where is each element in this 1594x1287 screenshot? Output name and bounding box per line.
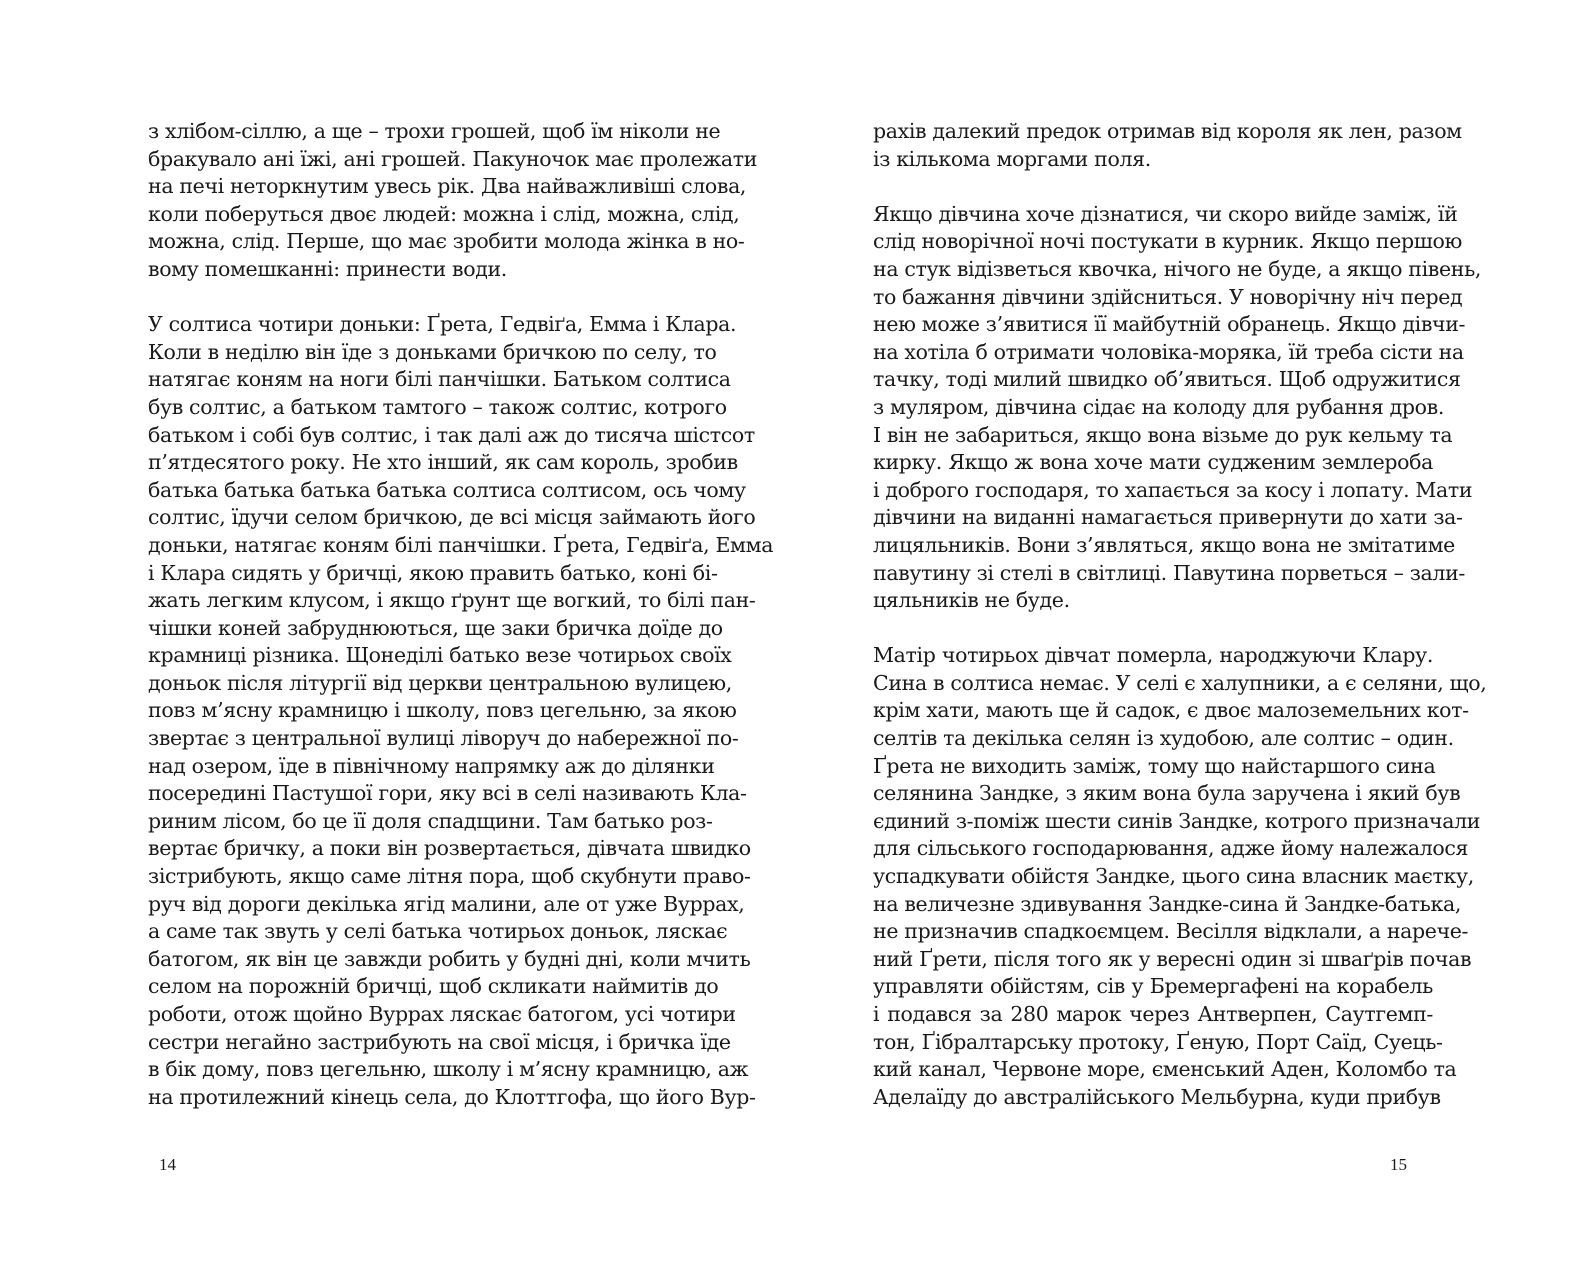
text-line: батька батька батька батька солтиса солтисом, ось чому bbox=[148, 477, 746, 502]
text-line: єдиний з-поміж шести синів Зандке, котрого призначали bbox=[873, 808, 1481, 833]
text-line: Якщо дівчина хоче дізнатися, чи скоро вийде заміж, їй bbox=[873, 201, 1458, 226]
text-line: і доброго господаря, то хапається за косу і лопату. Мати bbox=[873, 477, 1473, 502]
text-line: руч від дороги декілька ягід малини, але от уже Вуррах, bbox=[148, 891, 745, 916]
text-line: і подався за 280 марок через Антверпен, Саутгемп- bbox=[873, 1002, 1433, 1026]
text-line: із кількома моргами поля. bbox=[873, 146, 1151, 171]
text-line: з хлібом-сіллю, а ще – трохи грошей, щоб їм ніколи не bbox=[148, 119, 721, 143]
text-line: сестри негайно застрибують на свої місця, і бричка їде bbox=[148, 1029, 731, 1054]
text-line: а саме так звуть у селі батька чотирьох доньок, ляскає bbox=[148, 919, 728, 944]
text-line: роботи, отож щойно Вуррах ляскає батогом, усі чотири bbox=[148, 1002, 736, 1026]
text-line: кий канал, Червоне море, єменський Аден, Коломбо та bbox=[873, 1057, 1457, 1082]
text-line: зістрибують, якщо саме літня пора, щоб скубнути право- bbox=[148, 864, 751, 889]
text-line: тон, Ґібралтарську протоку, Ґеную, Порт Саїд, Суець- bbox=[873, 1029, 1443, 1054]
text-line: то бажання дівчини здійсниться. У новорічну ніч перед bbox=[873, 284, 1463, 309]
text-line: з муляром, дівчина сідає на колоду для рубання дров. bbox=[873, 394, 1445, 419]
text-line: тачку, тоді милий швидко об’явиться. Щоб одружитися bbox=[873, 367, 1461, 392]
text-line: павутину зі стелі в світлиці. Павутина порветься – зали- bbox=[873, 560, 1465, 585]
text-line: п’ятдесятого року. Не хто інший, як сам король, зробив bbox=[148, 450, 738, 475]
text-line: дівчини на виданні намагається привернути до хати за- bbox=[873, 505, 1463, 530]
text-line: кирку. Якщо ж вона хоче мати судженим землероба bbox=[873, 450, 1433, 475]
text-line: І він не забариться, якщо вона візьме до рук кельму та bbox=[873, 422, 1453, 447]
text-line: доньок після літургії від церкви центральною вулицею, bbox=[148, 670, 732, 695]
text-line: Матір чотирьох дівчат померла, народжуючи Клару. bbox=[873, 643, 1433, 668]
paragraph-gap bbox=[873, 173, 1433, 201]
text-line: на величезне здивування Зандке-сина й Зандке-батька, bbox=[873, 891, 1461, 916]
text-line: для сільського господарювання, адже йому належалося bbox=[873, 836, 1469, 861]
text-line: коли поберуться двоє людей: можна і слід, можна, слід, bbox=[148, 201, 740, 226]
text-line: на стук відізветься квочка, нічого не буде, а якщо півень, bbox=[873, 256, 1482, 281]
text-line: селянина Зандке, з яким вона була заручена і який був bbox=[873, 781, 1461, 806]
text-line: батогом, як він це завжди робить у будні дні, коли мчить bbox=[148, 946, 751, 971]
text-line: чішки коней забруднюються, ще заки бричка доїде до bbox=[148, 615, 723, 640]
text-line: управляти обійстям, сів у Бремергафені на корабель bbox=[873, 974, 1433, 999]
paragraph-gap bbox=[148, 284, 708, 312]
text-line: У солтиса чотири доньки: Ґрета, Гедвіґа, Емма і Клара. bbox=[148, 312, 737, 337]
text-line: ний Ґрети, після того як у вересні один зі шваґрів почав bbox=[873, 946, 1472, 971]
text-line: був солтис, а батьком тамтого – також солтис, котрого bbox=[148, 394, 727, 419]
text-line: крім хати, мають ще й садок, є двоє малоземельних кот- bbox=[873, 698, 1469, 723]
text-line: жать легким клусом, і якщо ґрунт ще вогкий, то білі пан- bbox=[148, 588, 756, 613]
text-line: можна, слід. Перше, що має зробити молода жінка в но- bbox=[148, 229, 745, 254]
text-line: посередині Пастушої гори, яку всі в селі називають Кла- bbox=[148, 781, 747, 806]
text-line: селом на порожній бричці, щоб скликати наймитів до bbox=[148, 974, 719, 999]
text-line: лицяльників. Вони з’являться, якщо вона не змітатиме bbox=[873, 532, 1455, 557]
text-line: Коли в неділю він їде з доньками бричкою по селу, то bbox=[148, 339, 717, 364]
text-line: повз м’ясну крамницю і школу, повз цегельню, за якою bbox=[148, 698, 737, 723]
page-number-right: 15 bbox=[1390, 1155, 1407, 1174]
text-line: успадкувати обійстя Зандке, цього сина власник маєтку, bbox=[873, 864, 1474, 889]
text-line: Сина в солтиса немає. У селі є халупники, а є селяни, що, bbox=[873, 670, 1487, 695]
text-line: на печі неторкнутим увесь рік. Два найважливіші слова, bbox=[148, 174, 747, 199]
text-line: не призначив спадкоємцем. Весілля відклали, а нарече- bbox=[873, 919, 1469, 944]
text-line: вому помешканні: принести води. bbox=[148, 256, 507, 281]
text-line: цяльників не буде. bbox=[873, 588, 1070, 613]
text-line: рахів далекий предок отримав від короля як лен, разом bbox=[873, 119, 1462, 143]
text-line: Аделаїду до австралійського Мельбурна, куди прибув bbox=[873, 1084, 1441, 1109]
text-line: нею може з’явитися її майбутній обранець. Якщо дівчи- bbox=[873, 312, 1466, 337]
text-line: солтис, їдучи селом бричкою, де всі місця займають його bbox=[148, 505, 756, 530]
text-line: над озером, їде в північному напрямку аж до ділянки bbox=[148, 753, 715, 778]
text-line: звертає з центральної вулиці ліворуч до набережної по- bbox=[148, 726, 739, 751]
text-line: на хотіла б отримати чоловіка-моряка, їй треба сісти на bbox=[873, 339, 1464, 364]
text-line: доньки, натягає коням білі панчішки. Ґрета, Гедвіґа, Емма bbox=[148, 532, 774, 557]
text-line: на протилежний кінець села, до Клоттгофа, що його Вур- bbox=[148, 1084, 756, 1109]
text-line: слід новорічної ночі постукати в курник. Якщо першою bbox=[873, 229, 1462, 254]
text-line: риним лісом, бо це її доля спадщини. Там батько роз- bbox=[148, 808, 713, 833]
text-line: і Клара сидять у бричці, якою править батько, коні бі- bbox=[148, 560, 718, 585]
text-line: крамниці різника. Щонеділі батько везе чотирьох своїх bbox=[148, 643, 732, 668]
text-line: бракувало ані їжі, ані грошей. Пакуночок має пролежати bbox=[148, 146, 758, 171]
left-page-text bbox=[148, 118, 774, 1111]
text-line: батьком і собі був солтис, і так далі аж до тисяча шістсот bbox=[148, 422, 755, 447]
text-line: вертає бричку, а поки він розвертається, дівчата швидко bbox=[148, 836, 751, 861]
text-line: в бік дому, повз цегельню, школу і м’ясну крамницю, аж bbox=[148, 1057, 749, 1082]
page-number-left: 14 bbox=[159, 1155, 176, 1174]
text-line: Ґрета не виходить заміж, тому що найстаршого сина bbox=[873, 753, 1436, 778]
right-page-text bbox=[873, 118, 1487, 1111]
text-line: селтів та декілька селян із худобою, але солтис – один. bbox=[873, 726, 1454, 751]
paragraph-gap bbox=[873, 615, 1433, 643]
text-line: натягає коням на ноги білі панчішки. Батьком солтиса bbox=[148, 367, 731, 392]
